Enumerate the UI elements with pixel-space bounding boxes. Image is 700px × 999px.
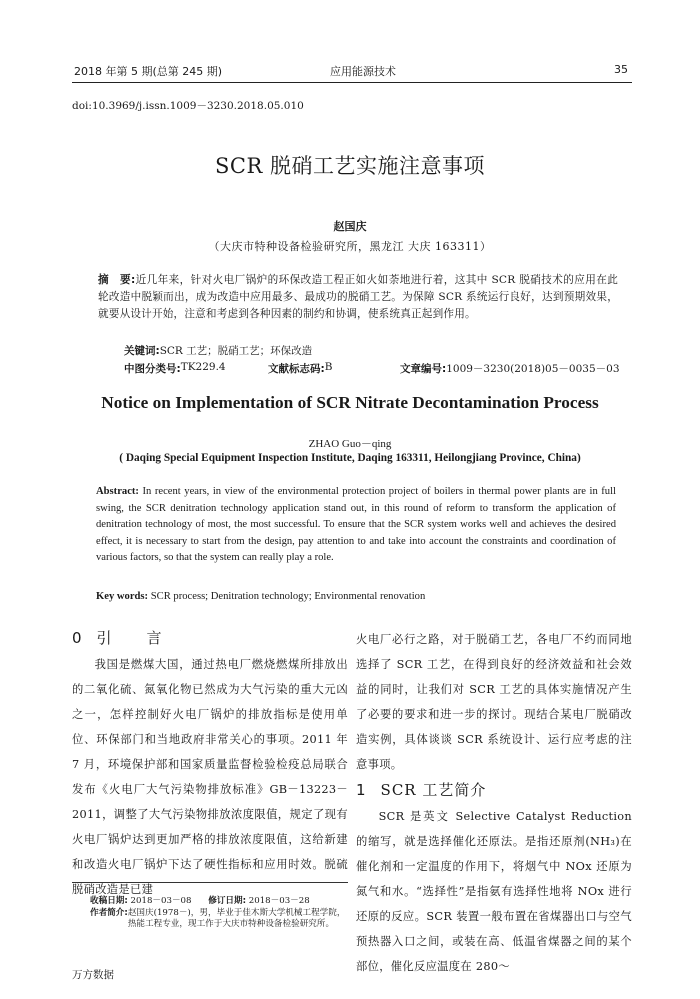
section-0-paragraph: 我国是燃煤大国，通过热电厂燃烧燃煤所排放出的二氧化硫、氮氧化物已然成为大气污染的重大元凶之一，怎样控制好火电厂锅炉的排放指标是使用单位、环保部门和当地政府非常关心的事项。2011 年 7 月，环境保护部和国家质量监督检验检疫总局联合发布《火电厂大气污染物排放标准》GB－13223－2011，调整了大气污染物排放浓度限值，规定了现有火电厂锅炉达到更加严格的排放浓度限值，这给新建和改造火电厂锅炉下达了硬性指标和应用时效。脱硫脱硝改造是已建 — [72, 658, 348, 896]
clc-label: 中图分类号: — [124, 363, 181, 375]
section-0-title: 引 言 — [96, 629, 172, 647]
bio-text: 赵国庆(1978－)，男，毕业于佳木斯大学机械工程学院，热能工程专业，现工作于大庆市特种设备检验研究所。 — [127, 907, 346, 930]
classification-line — [124, 361, 644, 377]
keywords-cn-text: SCR 工艺；脱硝工艺；环保改造 — [159, 345, 313, 357]
abstract-cn-text: 近几年来，针对火电厂锅炉的环保改造工程正如火如荼地进行着，这其中 SCR 脱硝技术的应用在此轮改造中脱颖而出，成为改造中应用最多、最成功的脱硝工艺。为保障 SCR 系统运行良好，达到预期效果，就要从设计开始，注意和考虑到各种因素的制约和协调，使系统真正起到作用。 — [98, 274, 618, 320]
received-label: 收稿日期: — [90, 896, 128, 906]
author-cn: 赵国庆 — [333, 220, 367, 233]
section-1-number: 1 — [356, 781, 367, 799]
received-date: 2018－03－08 — [130, 896, 192, 906]
article-no-label: 文章编号: — [400, 363, 447, 375]
abstract-cn — [98, 272, 618, 323]
abstract-cn-label: 摘 要: — [98, 274, 136, 286]
section-0-heading — [72, 627, 348, 652]
section-1-heading — [356, 779, 632, 804]
keywords-en-text: SCR process; Denitration technology; Environmental renovation — [148, 591, 426, 602]
journal-name: 应用能源技术 — [330, 65, 396, 78]
abstract-en-label: Abstract: — [96, 486, 139, 497]
footnote — [90, 896, 352, 931]
affiliation-en: ( Daqing Special Equipment Inspection Institute, Daqing 163311, Heilongjiang Province, China) — [119, 452, 581, 464]
doc-code-value: B — [324, 361, 333, 373]
issue-info: 2018 年第 5 期(总第 245 期) — [74, 65, 223, 78]
affiliation-cn: （大庆市特种设备检验研究所，黑龙江 大庆 163311） — [208, 240, 492, 253]
revised-label: 修订日期: — [208, 896, 247, 906]
doi: doi:10.3969/j.issn.1009－3230.2018.05.010 — [72, 100, 304, 112]
section-1-paragraph: SCR 是英文 Selective Catalyst Reduction 的缩写，就是选择催化还原法。是指还原剂(NH₃)在催化剂和一定温度的作用下，将烟气中 NOx 还原为氮气和水。“选择性”是指氨有选择性地将 NOx 进行还原的反应。SCR 装置一般布置在省煤器出口与空气预热器入口之间，或装在高、低温省煤器之间的某个部位，催化反应温度在 280～ — [356, 810, 632, 973]
keywords-en — [96, 591, 425, 602]
bio-label: 作者简介: — [90, 907, 128, 918]
abstract-en-text: In recent years, in view of the environmental protection project of boilers in thermal power plants are in full swing, the SCR denitration technology application stand out, in this round of reform to transform the application of denitration technology of most, the most successful. To ensure that the SCR system works well and achieves the desired effect, it is necessary to start from the design, pay attention to and take into account the constraints and coordination of various factors, so that the system can really play a role. — [96, 486, 616, 564]
footer-watermark: 万方数据 — [72, 969, 114, 981]
section-1-title: SCR 工艺简介 — [380, 781, 487, 799]
running-header — [72, 63, 632, 81]
title-en: Notice on Implementation of SCR Nitrate Decontamination Process — [101, 393, 599, 412]
right-column — [356, 627, 632, 979]
left-column — [72, 627, 348, 902]
keywords-cn-label: 关键词: — [124, 345, 160, 357]
article-no-value: 1009－3230(2018)05－0035－03 — [446, 363, 620, 375]
header-rule — [72, 82, 632, 83]
keywords-en-label: Key words: — [96, 591, 149, 602]
section-0-continuation: 火电厂必行之路，对于脱硝工艺，各电厂不约而同地选择了 SCR 工艺，在得到良好的经济效益和社会效益的同时，让我们对 SCR 工艺的具体实施情况产生了必要的要求和进一步的探讨。现结合某电厂脱硝改造实例，具体谈谈 SCR 系统设计、运行应考虑的注意事项。 — [356, 633, 632, 771]
page-number: 35 — [614, 63, 628, 76]
doc-code-label: 文献标志码: — [268, 363, 325, 375]
clc-value: TK229.4 — [180, 361, 226, 373]
title-cn: SCR 脱硝工艺实施注意事项 — [215, 154, 485, 178]
footnote-rule — [72, 882, 348, 883]
keywords-cn — [124, 343, 312, 358]
revised-date: 2018－03－28 — [248, 896, 310, 906]
author-en: ZHAO Guo－qing — [308, 438, 392, 450]
abstract-en — [96, 484, 616, 567]
section-0-number: 0 — [72, 629, 83, 647]
